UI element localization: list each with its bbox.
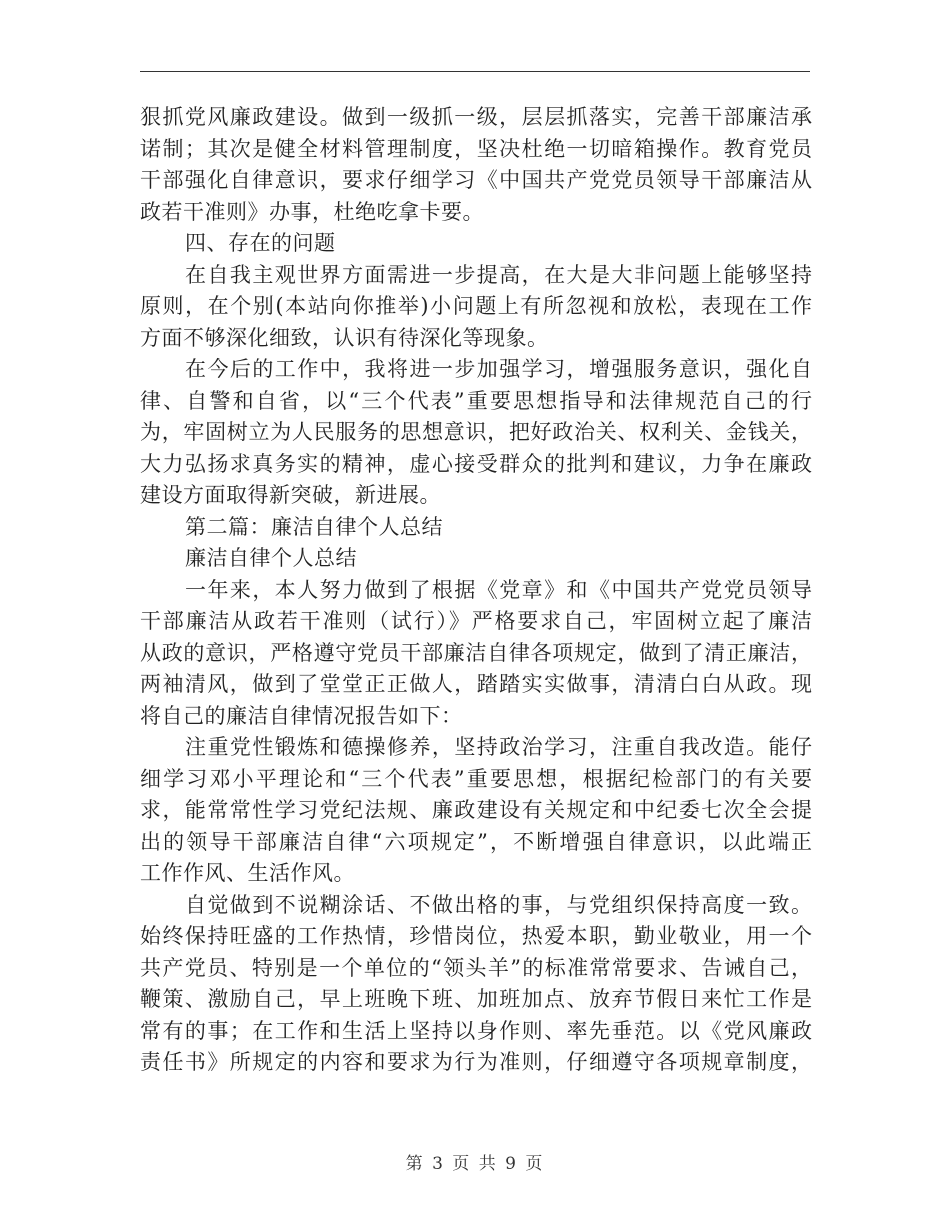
page-footer: 第 3 页 共 9 页 [405, 1154, 545, 1174]
text-line: 共产党员、特别是一个单位的“领头羊”的标准常常要求、告诫自己， [140, 955, 812, 980]
section-heading: 第二篇：廉洁自律个人总结 [185, 514, 443, 539]
text-line: 政若干准则》办事，杜绝吃拿卡要。 [140, 199, 484, 224]
text-line: 两袖清风，做到了堂堂正正做人，踏踏实实做事，清清白白从政。现 [140, 672, 812, 696]
text-line: 为，牢固树立为人民服务的思想意识，把好政治关、权利关、金钱关， [140, 420, 812, 444]
text-line: 注重党性锻炼和德操修养，坚持政治学习，注重自我改造。能仔 [185, 735, 812, 759]
text-line: 责任书》所规定的内容和要求为行为准则，仔细遵守各项规章制度， [140, 1050, 812, 1074]
section-heading: 四、存在的问题 [185, 231, 336, 255]
text-line: 大力弘扬求真务实的精神，虚心接受群众的批判和建议，力争在廉政 [140, 451, 812, 476]
text-line: 自觉做到不说糊涂话、不做出格的事，与党组织保持高度一致。 [185, 892, 812, 917]
section-title: 廉洁自律个人总结 [185, 546, 357, 570]
text-line: 方面不够深化细致，认识有待深化等现象。 [140, 325, 549, 350]
text-line: 鞭策、激励自己，早上班晚下班、加班加点、放弃节假日来忙工作是 [140, 987, 812, 1011]
text-line: 律、自警和自省，以“三个代表”重要思想指导和法律规范自己的行 [140, 388, 812, 413]
text-line: 细学习邓小平理论和“三个代表”重要思想，根据纪检部门的有关要 [140, 766, 812, 791]
text-line: 求，能常常性学习党纪法规、廉政建设有关规定和中纪委七次全会提 [140, 798, 812, 822]
text-line: 从政的意识，严格遵守党员干部廉洁自律各项规定，做到了清正廉洁， [140, 640, 812, 665]
text-line: 常有的事；在工作和生活上坚持以身作则、率先垂范。以《党风廉政 [140, 1018, 812, 1043]
header-rule [140, 71, 810, 72]
text-line: 干部廉洁从政若干准则（试行）》严格要求自己，牢固树立起了廉洁 [140, 609, 812, 633]
text-line: 出的领导干部廉洁自律“六项规定”，不断增强自律意识，以此端正 [140, 829, 812, 854]
text-line: 诺制；其次是健全材料管理制度，坚决杜绝一切暗箱操作。教育党员 [140, 136, 812, 161]
text-line: 一年来，本人努力做到了根据《党章》和《中国共产党党员领导 [185, 577, 812, 602]
text-line: 干部强化自律意识，要求仔细学习《中国共产党党员领导干部廉洁从 [140, 168, 812, 192]
text-line: 将自己的廉洁自律情况报告如下： [140, 703, 463, 728]
text-line: 在今后的工作中，我将进一步加强学习，增强服务意识，强化自 [185, 357, 812, 381]
text-line: 原则，在个别(本站向你推举)小问题上有所忽视和放松，表现在工作 [140, 294, 812, 318]
text-line: 工作作风、生活作风。 [140, 861, 355, 885]
text-line: 始终保持旺盛的工作热情，珍惜岗位，热爱本职，勤业敬业，用一个 [140, 924, 812, 948]
document-body [140, 102, 812, 1079]
text-line: 建设方面取得新突破，新进展。 [140, 483, 441, 507]
text-line: 在自我主观世界方面需进一步提高，在大是大非问题上能够坚持 [185, 262, 812, 287]
text-line: 狠抓党风廉政建设。做到一级抓一级，层层抓落实，完善干部廉洁承 [140, 105, 812, 129]
